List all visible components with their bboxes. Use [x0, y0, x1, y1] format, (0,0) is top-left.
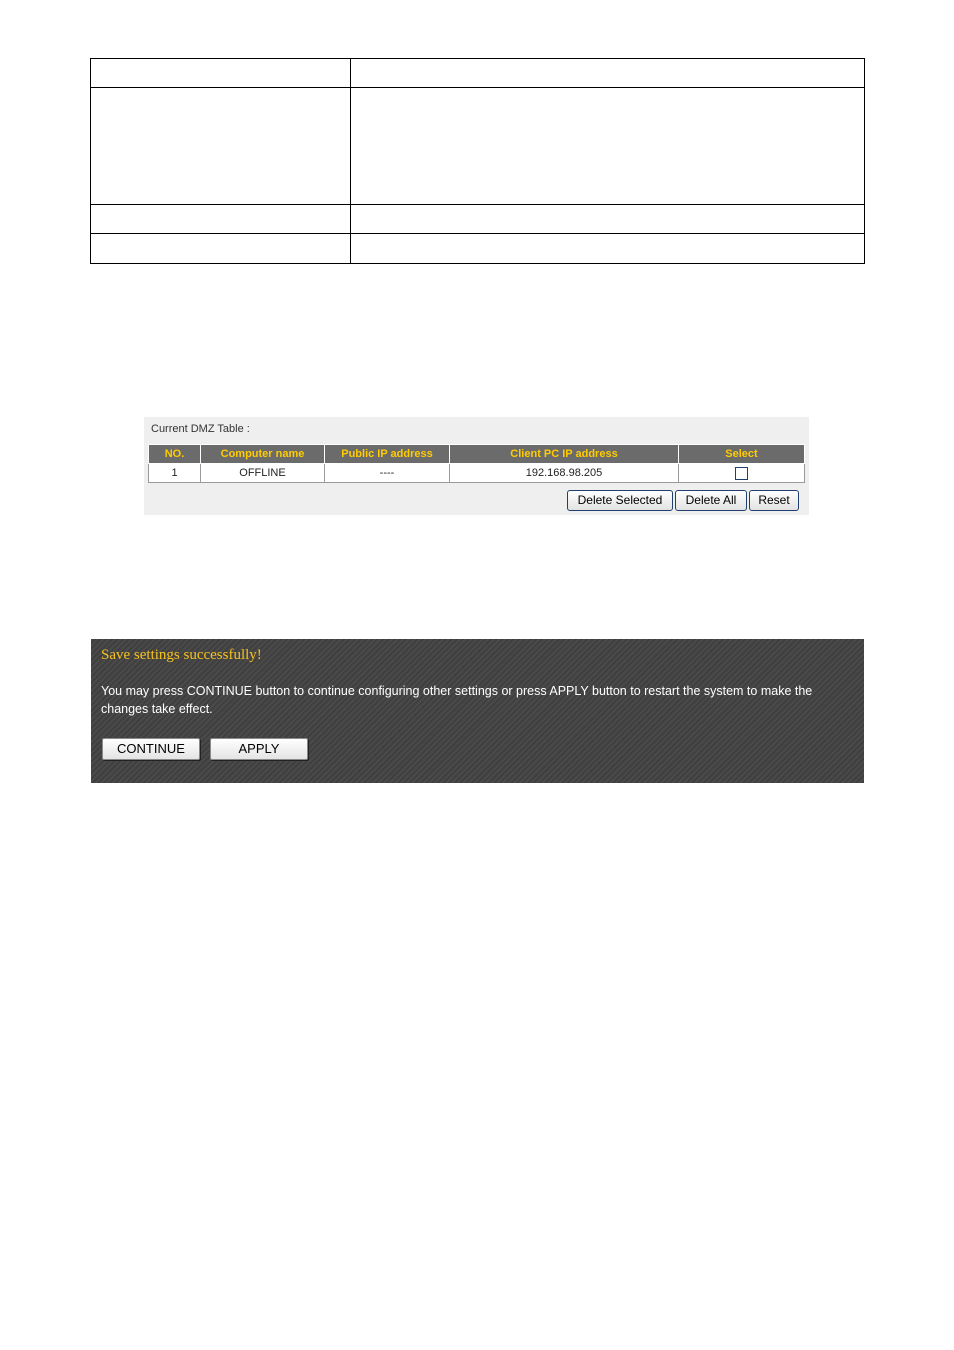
dmz-table-panel — [144, 417, 809, 515]
cell-public-ip: ---- — [325, 464, 450, 483]
cell-no: 1 — [149, 464, 201, 483]
column-header-client-ip: Client PC IP address — [450, 445, 679, 464]
column-header-no: NO. — [149, 445, 201, 464]
doc-table-row — [91, 205, 865, 234]
dmz-header-row — [149, 445, 805, 464]
doc-table-row — [91, 88, 865, 205]
column-header-computer-name: Computer name — [201, 445, 325, 464]
column-header-public-ip: Public IP address — [325, 445, 450, 464]
dmz-table-caption: Current DMZ Table : — [151, 423, 250, 435]
delete-all-button[interactable]: Delete All — [675, 490, 747, 511]
doc-table-row — [91, 234, 865, 264]
save-title: Save settings successfully! — [101, 647, 262, 663]
dmz-table — [148, 444, 805, 483]
doc-table-cell — [91, 88, 351, 205]
doc-table-cell — [351, 234, 865, 264]
reset-button[interactable]: Reset — [749, 490, 799, 511]
save-settings-panel — [91, 639, 864, 783]
cell-client-ip: 192.168.98.205 — [450, 464, 679, 483]
doc-table-cell — [91, 59, 351, 88]
apply-button[interactable]: APPLY — [210, 738, 308, 760]
select-checkbox[interactable] — [735, 467, 748, 480]
doc-table-cell — [91, 234, 351, 264]
table-row — [149, 464, 805, 483]
cell-computer-name: OFFLINE — [201, 464, 325, 483]
delete-selected-button[interactable]: Delete Selected — [567, 490, 673, 511]
doc-table-cell — [91, 205, 351, 234]
doc-table-cell — [351, 59, 865, 88]
doc-table-row — [91, 59, 865, 88]
cell-select — [679, 464, 805, 483]
column-header-select: Select — [679, 445, 805, 464]
continue-button[interactable]: CONTINUE — [102, 738, 200, 760]
save-message: You may press CONTINUE button to continue configuring other settings or press APPLY button to restart the system to make the changes take effect. — [101, 684, 813, 716]
doc-table-cell — [351, 205, 865, 234]
doc-table-cell — [351, 88, 865, 205]
document-table — [90, 58, 865, 264]
